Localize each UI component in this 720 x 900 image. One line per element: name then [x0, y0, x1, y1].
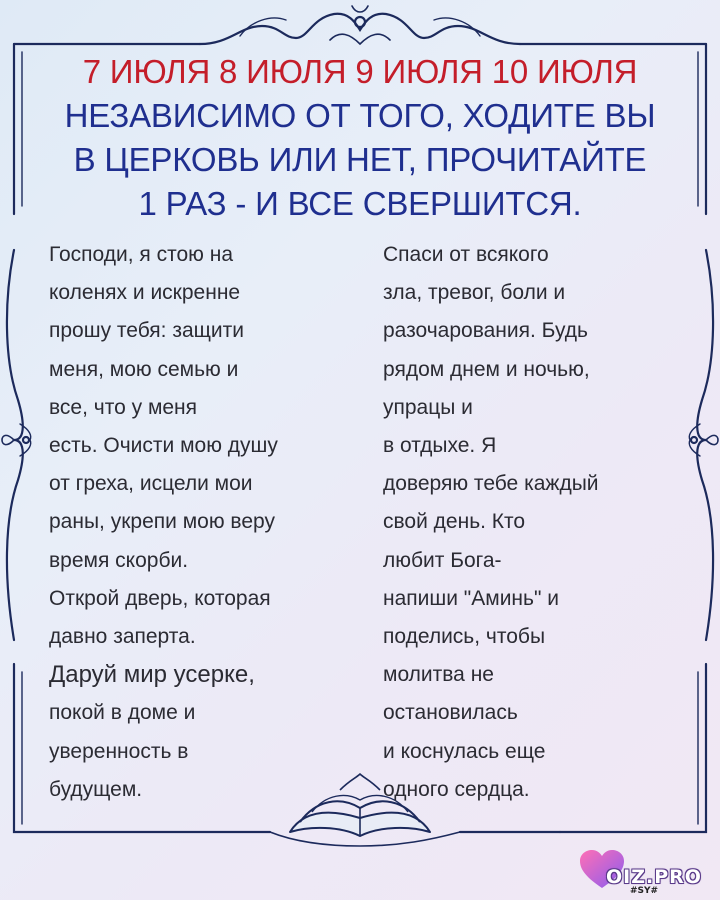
prayer-line: зла, тревог, боли и	[383, 281, 566, 305]
prayer-line: упрацы и	[383, 395, 473, 419]
prayer-line: прошу тебя: защити	[49, 319, 245, 343]
prayer-line: доверяю тебе каждый	[383, 472, 599, 496]
prayer-line: меня, мою семью и	[49, 357, 239, 381]
prayer-line: есть. Очисти мою душу	[49, 434, 278, 458]
prayer-line: свой день. Кто	[383, 510, 526, 534]
prayer-line: и коснулась еще	[383, 739, 546, 763]
prayer-line: одного сердца.	[383, 777, 530, 801]
prayer-line: уверенность в	[49, 739, 189, 763]
prayer-line: коленях и искренне	[49, 281, 241, 305]
prayer-line: время скорби.	[49, 548, 189, 572]
prayer-line: все, что у меня	[49, 395, 198, 419]
prayer-line: давно заперта.	[49, 625, 196, 649]
prayer-line: рядом днем и ночью,	[383, 357, 590, 381]
heading-line-1: НЕЗАВИСИМО ОТ ТОГО, ХОДИТЕ ВЫ	[64, 97, 656, 134]
prayer-line: Даруй мир усерке,	[49, 661, 255, 689]
heading-line-2: В ЦЕРКОВЬ ИЛИ НЕТ, ПРОЧИТАЙТЕ	[73, 141, 647, 178]
heading-dates: 7 ИЮЛЯ 8 ИЮЛЯ 9 ИЮЛЯ 10 ИЮЛЯ	[82, 53, 638, 90]
watermark-logo-text: OIZ.PRO	[606, 866, 702, 888]
prayer-line: от греха, исцели мои	[49, 472, 253, 496]
prayer-line: будущем.	[49, 777, 143, 801]
prayer-line: покой в доме и	[49, 701, 196, 725]
prayer-line: раны, укрепи мою веру	[49, 510, 275, 534]
prayer-line: напиши "Аминь" и	[383, 586, 559, 610]
prayer-line: в отдыхе. Я	[383, 434, 497, 458]
heading-line-3: 1 РАЗ - И ВСЕ СВЕРШИТСЯ.	[138, 185, 582, 222]
prayer-left-column	[49, 236, 339, 809]
prayer-right-column	[383, 236, 673, 809]
prayer-line: Открой дверь, которая	[49, 586, 271, 610]
prayer-line: Господи, я стою на	[49, 243, 234, 266]
prayer-line: остановилась	[383, 701, 518, 725]
prayer-line: разочарования. Будь	[383, 319, 588, 343]
prayer-line: поделись, чтобы	[383, 625, 546, 649]
prayer-line: молитва не	[383, 663, 494, 687]
heading	[26, 50, 694, 226]
site-watermark	[576, 846, 718, 896]
watermark-tag: #SY#	[630, 886, 659, 896]
prayer-line: любит Бога-	[383, 548, 502, 572]
prayer-line: Спаси от всякого	[383, 243, 549, 266]
